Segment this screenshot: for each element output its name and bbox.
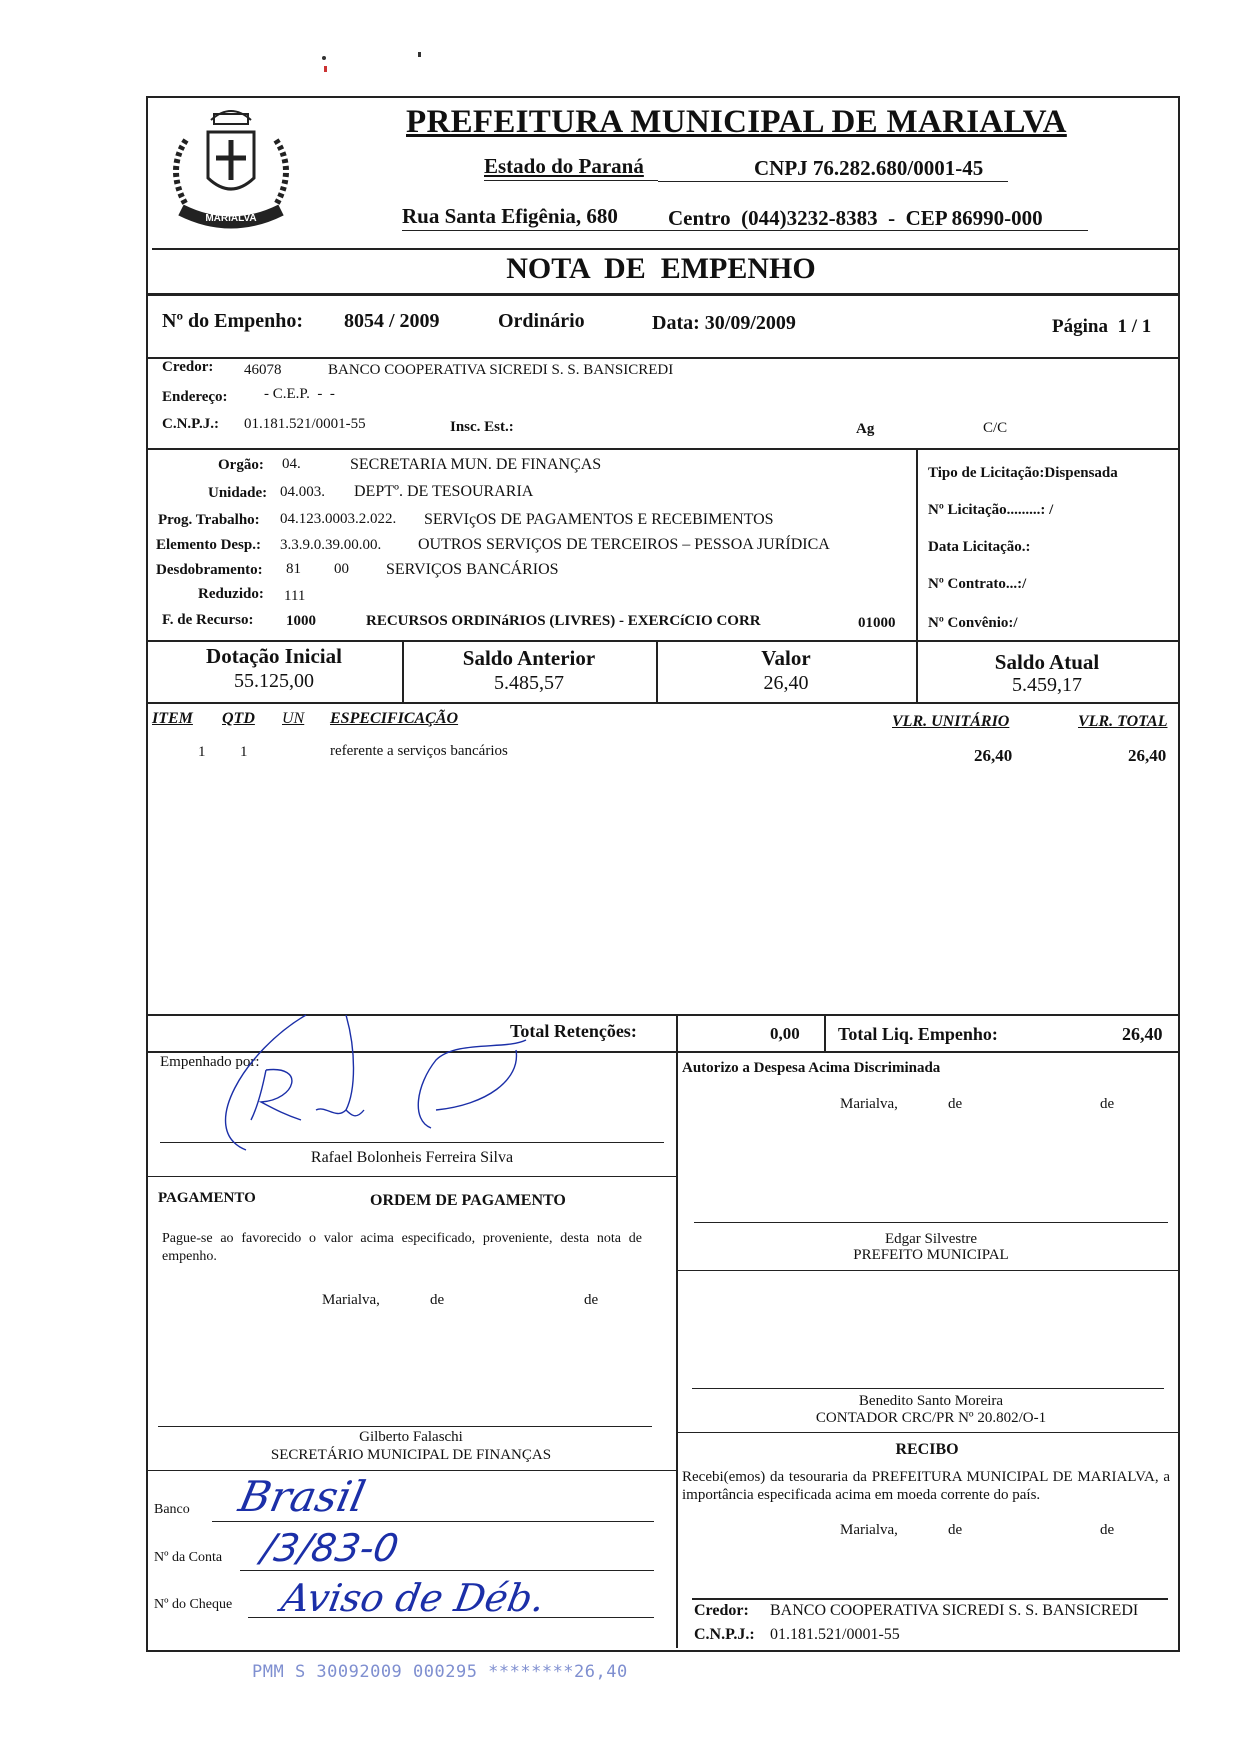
- fonte-recurso-number: 01000: [858, 615, 896, 631]
- endereco-label: Endereço:: [162, 389, 228, 405]
- elemento-label: Elemento Desp.:: [156, 537, 261, 553]
- autorizo-place: Marialva,: [840, 1096, 898, 1112]
- saldo-anterior-label: Saldo Anterior: [462, 646, 596, 670]
- ordem-pagamento-label: ORDEM DE PAGAMENTO: [370, 1192, 566, 1209]
- unidade-label: Unidade:: [208, 485, 268, 501]
- unidade-code: 04.003.: [280, 484, 325, 500]
- valor-label: Valor: [761, 646, 811, 670]
- banco-label: Banco: [154, 1502, 190, 1517]
- recibo-title: RECIBO: [895, 1441, 959, 1458]
- dotacao-inicial-value: 55.125,00: [234, 670, 314, 692]
- fonte-recurso-label: F. de Recurso:: [162, 612, 254, 628]
- recibo-text: Recebi(emos) da tesouraria da PREFEITURA MUNICIPAL DE MARIALVA, a importância especificada acima em moeda corrente do país.: [682, 1469, 1170, 1503]
- fonte-recurso-name: RECURSOS ORDINáRIOS (LIVRES) - EXERCíCIO CORR: [366, 613, 761, 629]
- col-especificacao: ESPECIFICAÇÃO: [330, 710, 459, 727]
- ag-label: Ag: [856, 421, 875, 437]
- cnpj-label: C.N.P.J.:: [162, 416, 219, 432]
- prefeito-name: Edgar Silvestre: [884, 1231, 978, 1247]
- col-item: ITEM: [152, 710, 193, 727]
- data-licitacao: Data Licitação.:: [928, 539, 1031, 555]
- numero-convenio: Nº Convênio:/: [928, 615, 1018, 631]
- item-vlr-unitario: 26,40: [974, 746, 1013, 765]
- orgao-label: Orgão:: [218, 457, 264, 473]
- tipo-licitacao: Tipo de Licitação:Dispensada: [928, 465, 1118, 481]
- reduzido-label: Reduzido:: [198, 586, 264, 602]
- secretario-role: SECRETÁRIO MUNICIPAL DE FINANÇAS: [270, 1447, 552, 1463]
- state-name: Estado do Paraná: [484, 154, 644, 178]
- fonte-recurso-code: 1000: [286, 613, 316, 629]
- pagamento-label: PAGAMENTO: [158, 1190, 256, 1206]
- unidade-name: DEPTº. DE TESOURARIA: [354, 483, 534, 500]
- col-un: UN: [282, 710, 305, 727]
- col-qtd: QTD: [222, 710, 255, 727]
- item-especificacao: referente a serviços bancários: [330, 743, 508, 759]
- empenho-number: 8054 / 2009: [344, 310, 440, 332]
- scan-speck: [324, 66, 327, 72]
- elemento-code: 3.3.9.0.39.00.00.: [280, 537, 382, 553]
- desdobramento-code2: 00: [334, 561, 349, 577]
- prog-trabalho-code: 04.123.0003.2.022.: [280, 511, 397, 527]
- recibo-de2: de: [1100, 1522, 1115, 1538]
- autorizo-de1: de: [948, 1096, 963, 1112]
- pagamento-de1: de: [430, 1292, 445, 1308]
- address: Rua Santa Efigênia, 680: [402, 204, 618, 228]
- recibo-de1: de: [948, 1522, 963, 1538]
- elemento-name: OUTROS SERVIÇOS DE TERCEIROS – PESSOA JURÍDICA: [418, 536, 830, 553]
- pagamento-de2: de: [584, 1292, 599, 1308]
- scan-speck: [322, 56, 326, 60]
- logo-text: MARIALVA: [205, 213, 257, 224]
- saldo-anterior-value: 5.485,57: [494, 672, 564, 694]
- credor-label: Credor:: [162, 359, 214, 375]
- credor-name: BANCO COOPERATIVA SICREDI S. S. BANSICREDI: [328, 362, 674, 378]
- coat-of-arms-logo: [156, 100, 306, 240]
- saldo-atual-label: Saldo Atual: [994, 650, 1100, 674]
- cnpj-value: 01.181.521/0001-55: [244, 416, 366, 432]
- saldo-atual-value: 5.459,17: [1012, 674, 1082, 696]
- total-retencoes-label: Total Retenções:: [510, 1021, 637, 1041]
- col-vlr-total: VLR. TOTAL: [1078, 713, 1168, 730]
- cheque-label: Nº do Cheque: [154, 1597, 233, 1612]
- numero-contrato: Nº Contrato...:/: [928, 576, 1027, 592]
- cheque-handwritten: Aviso de Déb.: [278, 1576, 549, 1620]
- secretario-name: Gilberto Falaschi: [359, 1429, 463, 1445]
- desdobramento-name: SERVIÇOS BANCÁRIOS: [386, 561, 559, 578]
- desdobramento-label: Desdobramento:: [156, 562, 263, 578]
- col-vlr-unitario: VLR. UNITÁRIO: [892, 713, 1010, 730]
- total-liq-label: Total Liq. Empenho:: [838, 1024, 998, 1044]
- credor-code: 46078: [244, 362, 282, 378]
- item-vlr-total: 26,40: [1128, 746, 1167, 765]
- item-qtd: 1: [240, 744, 248, 760]
- org-title: PREFEITURA MUNICIPAL DE MARIALVA: [406, 104, 1067, 140]
- recibo-credor-value: BANCO COOPERATIVA SICREDI S. S. BANSICREDI: [770, 1602, 1139, 1619]
- printed-stamp: PMM S 30092009 000295 ********26,40: [252, 1662, 628, 1682]
- empenhado-name: Rafael Bolonheis Ferreira Silva: [310, 1149, 514, 1166]
- endereco-value: - C.E.P. - -: [264, 386, 335, 402]
- orgao-code: 04.: [282, 456, 301, 472]
- prog-trabalho-label: Prog. Trabalho:: [158, 512, 260, 528]
- autorizo-label: Autorizo a Despesa Acima Discriminada: [682, 1060, 941, 1076]
- valor-value: 26,40: [763, 672, 809, 694]
- insc-est-label: Insc. Est.:: [450, 419, 514, 435]
- document-title: NOTA DE EMPENHO: [506, 252, 816, 285]
- empenho-label: Nº do Empenho:: [162, 310, 304, 332]
- district-phone-cep: Centro (044)3232-8383 - CEP 86990-000: [668, 206, 1043, 230]
- dotacao-inicial-label: Dotação Inicial: [206, 644, 342, 668]
- contador-name: Benedito Santo Moreira: [858, 1393, 1004, 1409]
- contador-role: CONTADOR CRC/PR Nº 20.802/O-1: [815, 1410, 1047, 1426]
- scan-speck: [418, 52, 421, 57]
- conta-handwritten: /3/83-0: [258, 1526, 402, 1570]
- item-number: 1: [198, 744, 206, 760]
- cc-label: C/C: [983, 420, 1008, 436]
- autorizo-de2: de: [1100, 1096, 1115, 1112]
- page-number: Página 1 / 1: [1052, 316, 1152, 337]
- prog-trabalho-name: SERVIçOS DE PAGAMENTOS E RECEBIMENTOS: [424, 511, 774, 528]
- cnpj-header: CNPJ 76.282.680/0001-45: [754, 156, 984, 180]
- numero-licitacao: Nº Licitação.........: /: [928, 502, 1054, 518]
- orgao-name: SECRETARIA MUN. DE FINANÇAS: [350, 456, 602, 473]
- total-liq-value: 26,40: [1122, 1024, 1163, 1044]
- empenho-type: Ordinário: [498, 310, 585, 332]
- total-retencoes-value: 0,00: [770, 1024, 800, 1043]
- recibo-cnpj-label: C.N.P.J.:: [694, 1626, 755, 1643]
- recibo-place: Marialva,: [840, 1522, 898, 1538]
- recibo-cnpj-value: 01.181.521/0001-55: [770, 1626, 900, 1643]
- pagamento-text: Pague-se ao favorecido o valor acima especificado, proveniente, desta nota de empenho.: [162, 1231, 642, 1264]
- desdobramento-code: 81: [286, 561, 301, 577]
- recibo-credor-label: Credor:: [694, 1602, 749, 1619]
- conta-label: Nº da Conta: [154, 1550, 223, 1565]
- banco-handwritten: Brasil: [234, 1472, 370, 1521]
- empenho-date: Data: 30/09/2009: [652, 312, 796, 334]
- empenhado-label: Empenhado por:: [160, 1054, 260, 1070]
- pagamento-place: Marialva,: [322, 1292, 380, 1308]
- reduzido-code: 111: [284, 588, 306, 604]
- prefeito-role: PREFEITO MUNICIPAL: [853, 1247, 1009, 1263]
